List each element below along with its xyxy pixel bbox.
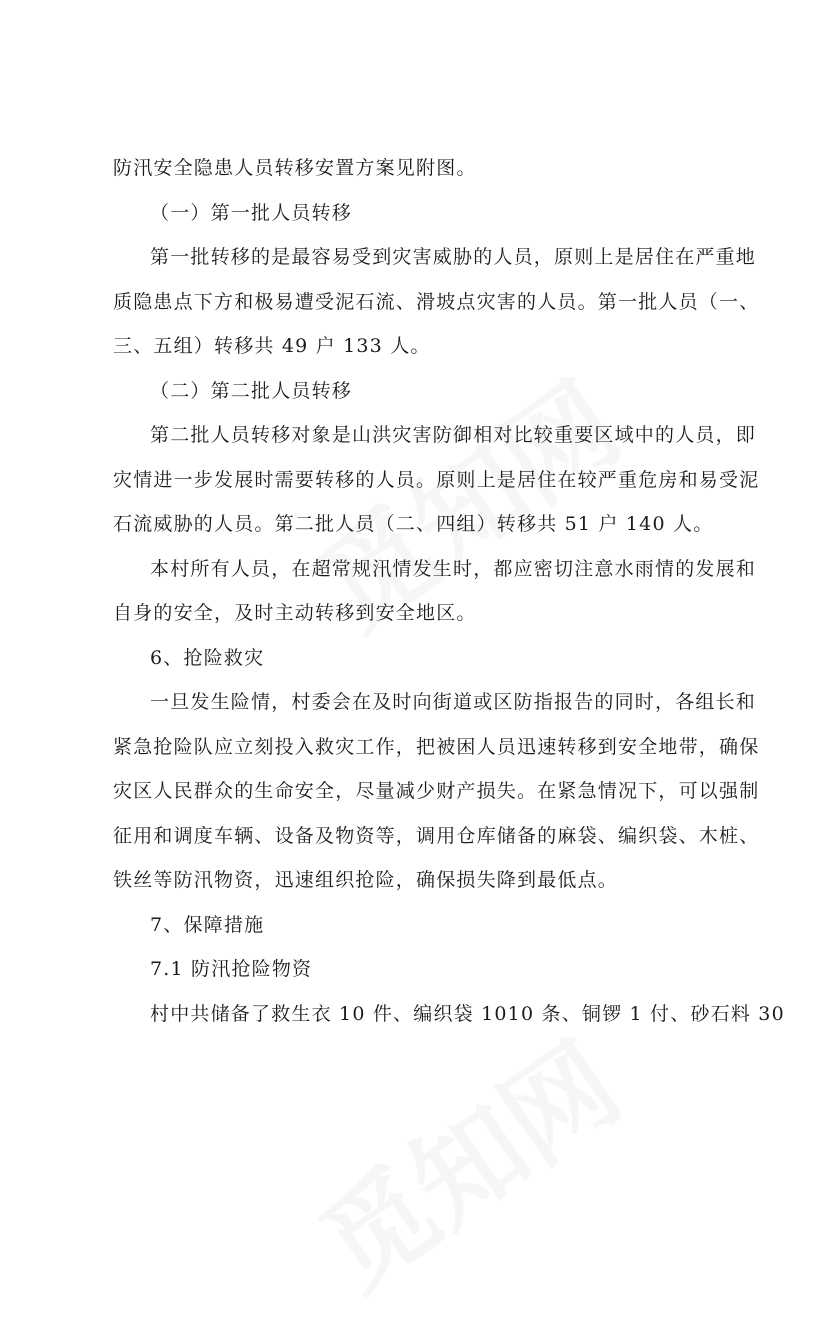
paragraph-line: 本村所有人员，在超常规汛情发生时，都应密切注意水雨情的发展和 bbox=[150, 558, 757, 580]
paragraph-line: 第一批转移的是最容易受到灾害威胁的人员，原则上是居住在严重地 bbox=[150, 246, 757, 268]
subsection-heading: 7.1 防汛抢险物资 bbox=[150, 958, 313, 980]
paragraph-line: 铁丝等防汛物资，迅速组织抢险，确保损失降到最低点。 bbox=[113, 869, 619, 891]
paragraph-line: 征用和调度车辆、设备及物资等，调用仓库储备的麻袋、编织袋、木桩、 bbox=[113, 825, 760, 847]
paragraph-line: 灾区人民群众的生命安全，尽量减少财产损失。在紧急情况下，可以强制 bbox=[113, 780, 760, 802]
paragraph-line: 防汛安全隐患人员转移安置方案见附图。 bbox=[113, 157, 477, 179]
section-heading: （一）第一批人员转移 bbox=[150, 202, 353, 224]
section-heading: 6、抢险救灾 bbox=[150, 647, 265, 669]
paragraph-line: 三、五组）转移共 49 户 133 人。 bbox=[113, 335, 431, 357]
section-heading: （二）第二批人员转移 bbox=[150, 380, 353, 402]
paragraph-line: 一旦发生险情，村委会在及时向街道或区防指报告的同时，各组长和 bbox=[150, 691, 757, 713]
watermark bbox=[285, 1000, 646, 1318]
paragraph-line: 灾情进一步发展时需要转移的人员。原则上是居住在较严重危房和易受泥 bbox=[113, 469, 760, 491]
paragraph-line: 石流威胁的人员。第二批人员（二、四组）转移共 51 户 140 人。 bbox=[113, 513, 714, 535]
section-heading: 7、保障措施 bbox=[150, 914, 265, 936]
paragraph-line: 村中共储备了救生衣 10 件、编织袋 1010 条、铜锣 1 付、砂石料 30 bbox=[150, 1003, 785, 1025]
paragraph-line: 自身的安全，及时主动转移到安全地区。 bbox=[113, 602, 477, 624]
paragraph-line: 第二批人员转移对象是山洪灾害防御相对比较重要区域中的人员，即 bbox=[150, 424, 757, 446]
paragraph-line: 质隐患点下方和极易遭受泥石流、滑坡点灾害的人员。第一批人员（一、 bbox=[113, 291, 760, 313]
paragraph-line: 紧急抢险队应立刻投入救灾工作，把被困人员迅速转移到安全地带，确保 bbox=[113, 736, 760, 758]
